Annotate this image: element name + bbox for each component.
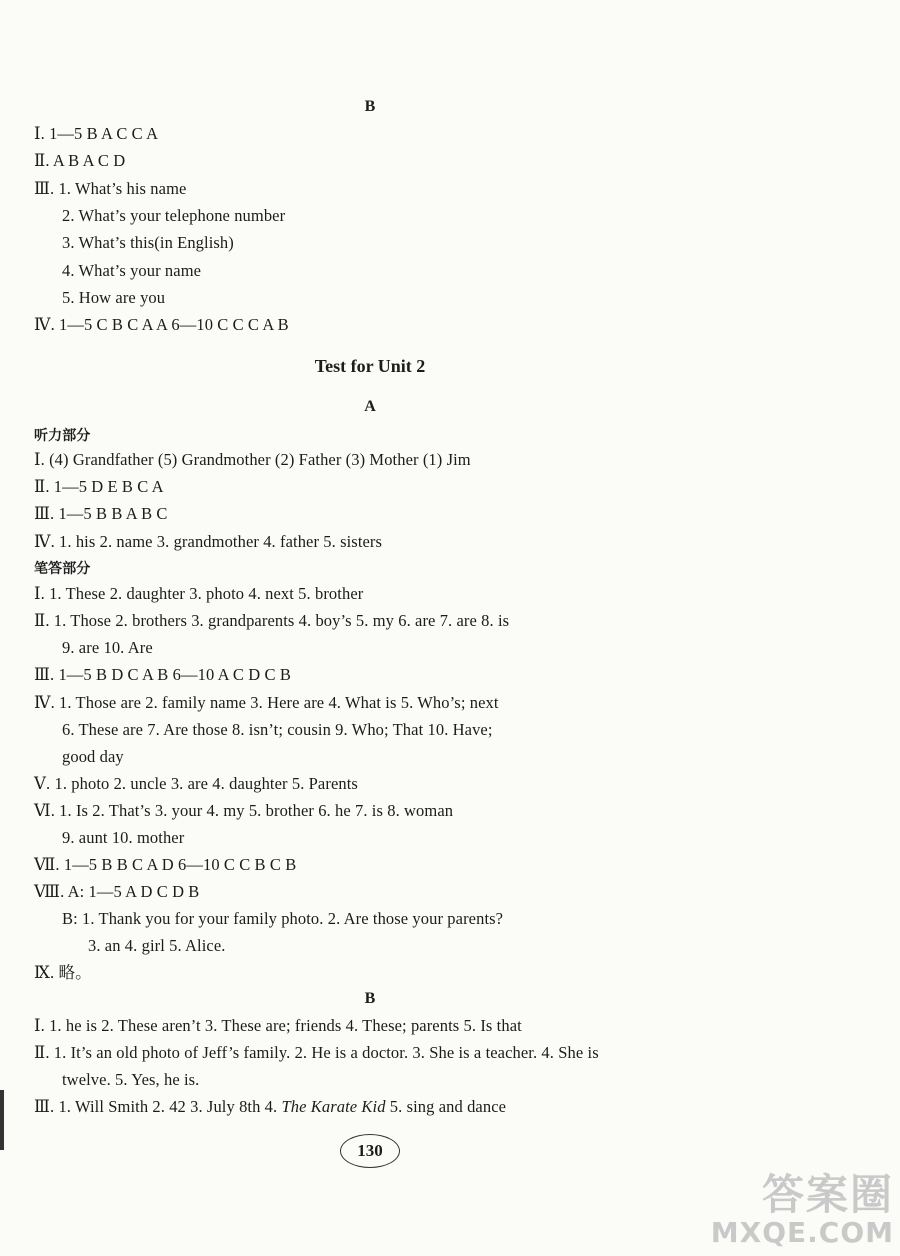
page-number: 130 [357,1141,383,1160]
answer-line: 6. These are 7. Are those 8. isn’t; cousin 9. Who; That 10. Have; [62,720,493,739]
watermark-url: MXQE.COM [710,1216,894,1249]
answer-line: Ⅸ. 略。 [34,963,92,982]
answer-line: B: 1. Thank you for your family photo. 2. Are those your parents? [62,909,504,928]
answer-line-movie [34,1097,506,1117]
answer-line: Ⅷ. A: 1—5 A D C D B [34,882,200,901]
answer-line: Ⅱ. A B A C D [34,151,126,170]
answer-line: Ⅰ. 1—5 B A C C A [34,124,159,143]
writing-heading: 笔答部分 [34,561,91,577]
page-number-badge [340,1134,400,1168]
answer-line: Ⅱ. 1. Those 2. brothers 3. grandparents 4. boy’s 5. my 6. are 7. are 8. is [34,611,510,630]
watermark-logo-text: 答案圈 [761,1170,894,1219]
answer-line: Ⅲ. 1—5 B D C A B 6—10 A C D C B [34,665,291,684]
answer-line: Ⅳ. 1. his 2. name 3. grandmother 4. father 5. sisters [34,532,383,551]
answer-line: Ⅲ. 1. What’s his name [34,179,187,198]
listening-heading: 听力部分 [34,428,91,444]
answer-line: 9. aunt 10. mother [62,828,185,847]
answer-line: Ⅰ. (4) Grandfather (5) Grandmother (2) Father (3) Mother (1) Jim [34,450,471,469]
binding-edge [0,1090,4,1150]
answer-line: Ⅰ. 1. These 2. daughter 3. photo 4. next 5. brother [34,584,364,603]
answer-line: Ⅳ. 1—5 C B C A A 6—10 C C C A B [34,315,289,334]
unit-title: Test for Unit 2 [314,356,426,376]
watermark [711,1172,894,1248]
answer-line: Ⅵ. 1. Is 2. That’s 3. your 4. my 5. brother 6. he 7. is 8. woman [34,801,454,820]
answer-line: 3. an 4. girl 5. Alice. [88,936,226,955]
answer-line: Ⅳ. 1. Those are 2. family name 3. Here are 4. What is 5. Who’s; next [34,693,499,712]
answer-line: 3. What’s this(in English) [62,233,234,252]
answer-line: Ⅲ. 1—5 B B A B C [34,504,168,523]
answer-text: Ⅲ. 1. Will Smith 2. 42 3. July 8th 4. [34,1097,282,1116]
section-heading-b: B [364,990,376,1007]
section-heading-a: A [364,398,376,415]
answer-line: 2. What’s your telephone number [62,206,286,225]
answer-line: good day [62,747,124,766]
answer-line: Ⅱ. 1—5 D E B C A [34,477,164,496]
answer-line: twelve. 5. Yes, he is. [62,1070,200,1089]
answer-line: Ⅱ. 1. It’s an old photo of Jeff’s family. 2. He is a doctor. 3. She is a teacher. 4. She is [34,1043,599,1062]
answer-line: Ⅴ. 1. photo 2. uncle 3. are 4. daughter 5. Parents [34,774,358,793]
answer-line: Ⅶ. 1—5 B B C A D 6—10 C C B C B [34,855,297,874]
answer-line: 5. How are you [62,288,166,307]
answer-line: Ⅰ. 1. he is 2. These aren’t 3. These are; friends 4. These; parents 5. Is that [34,1016,522,1035]
section-heading-b-prev: B [364,98,376,115]
movie-title: The Karate Kid [281,1097,386,1116]
answer-line: 9. are 10. Are [62,638,153,657]
answer-line: 4. What’s your name [62,261,202,280]
answer-text: 5. sing and dance [385,1097,507,1116]
